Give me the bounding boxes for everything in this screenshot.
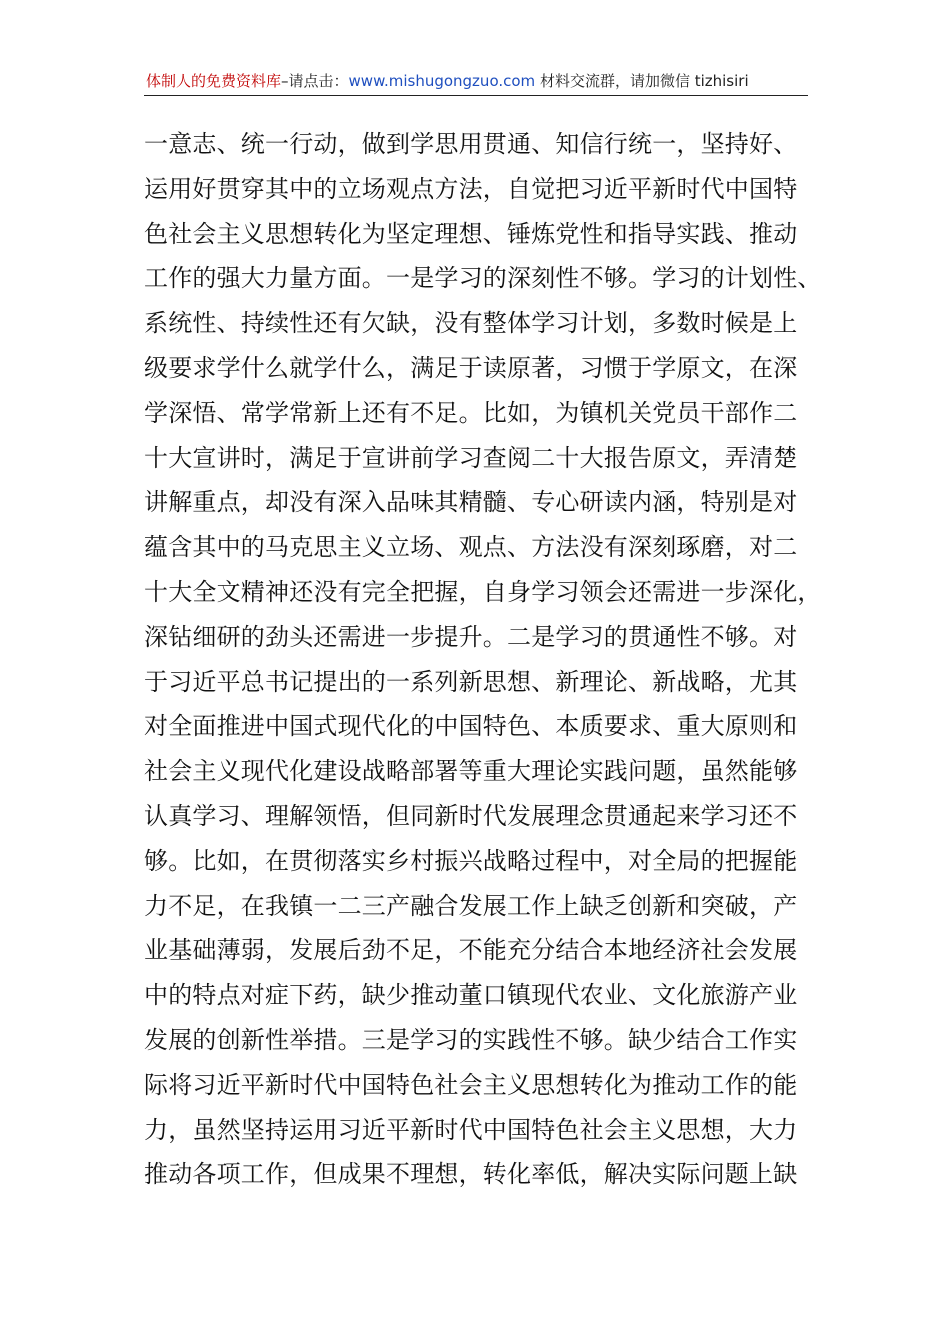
text-line: 力不足，在我镇一二三产融合发展工作上缺乏创新和突破，产 [144,891,798,920]
text-line: 社会主义现代化建设战略部署等重大理论实践问题，虽然能够 [144,757,798,786]
text-line: 力，虽然坚持运用习近平新时代中国特色社会主义思想，大力 [144,1115,798,1144]
text-line: 业基础薄弱，发展后劲不足，不能充分结合本地经济社会发展 [144,936,798,965]
page-header [146,70,806,96]
header-divider [144,95,808,96]
body-text [144,122,824,1197]
text-line: 学深悟、常学常新上还有不足。比如，为镇机关党员干部作二 [144,398,798,427]
text-line: 蕴含其中的马克思主义立场、观点、方法没有深刻琢磨，对二 [144,533,798,562]
text-line: 深钻细研的劲头还需进一步提升。二是学习的贯通性不够。对 [144,622,798,651]
text-line: 发展的创新性举措。三是学习的实践性不够。缺少结合工作实 [144,1025,798,1054]
text-line: 对全面推进中国式现代化的中国特色、本质要求、重大原则和 [144,712,798,741]
header-contact: 材料交流群，请加微信 tizhisiri [535,72,749,90]
text-line: 够。比如，在贯彻落实乡村振兴战略过程中，对全局的把握能 [144,846,798,875]
text-line: 推动各项工作，但成果不理想，转化率低，解决实际问题上缺 [144,1160,798,1189]
text-line: 十大全文精神还没有完全把握，自身学习领会还需进一步深化， [144,577,822,606]
text-line: 十大宣讲时，满足于宣讲前学习查阅二十大报告原文，弄清楚 [144,443,798,472]
text-line: 一意志、统一行动，做到学思用贯通、知信行统一，坚持好、 [144,130,798,158]
text-line: 认真学习、理解领悟，但同新时代发展理念贯通起来学习还不 [144,801,798,830]
text-line: 级要求学什么就学什么，满足于读原著，习惯于学原文，在深 [144,353,798,382]
header-url-link[interactable]: www.mishugongzuo.com [348,72,536,90]
header-prompt: –请点击： [281,72,349,90]
text-line: 运用好贯穿其中的立场观点方法，自觉把习近平新时代中国特 [144,174,798,203]
text-line: 工作的强大力量方面。一是学习的深刻性不够。学习的计划性、 [144,264,822,293]
text-line: 于习近平总书记提出的一系列新思想、新理论、新战略，尤其 [144,667,798,696]
text-line: 系统性、持续性还有欠缺，没有整体学习计划，多数时候是上 [144,309,798,338]
text-line: 际将习近平新时代中国特色社会主义思想转化为推动工作的能 [144,1070,798,1099]
header-brand: 体制人的免费资料库 [146,72,282,90]
text-line: 讲解重点，却没有深入品味其精髓、专心研读内涵，特别是对 [144,488,798,517]
text-line: 色社会主义思想转化为坚定理想、锤炼党性和指导实践、推动 [144,219,798,248]
text-line: 中的特点对症下药，缺少推动董口镇现代农业、文化旅游产业 [144,981,798,1010]
